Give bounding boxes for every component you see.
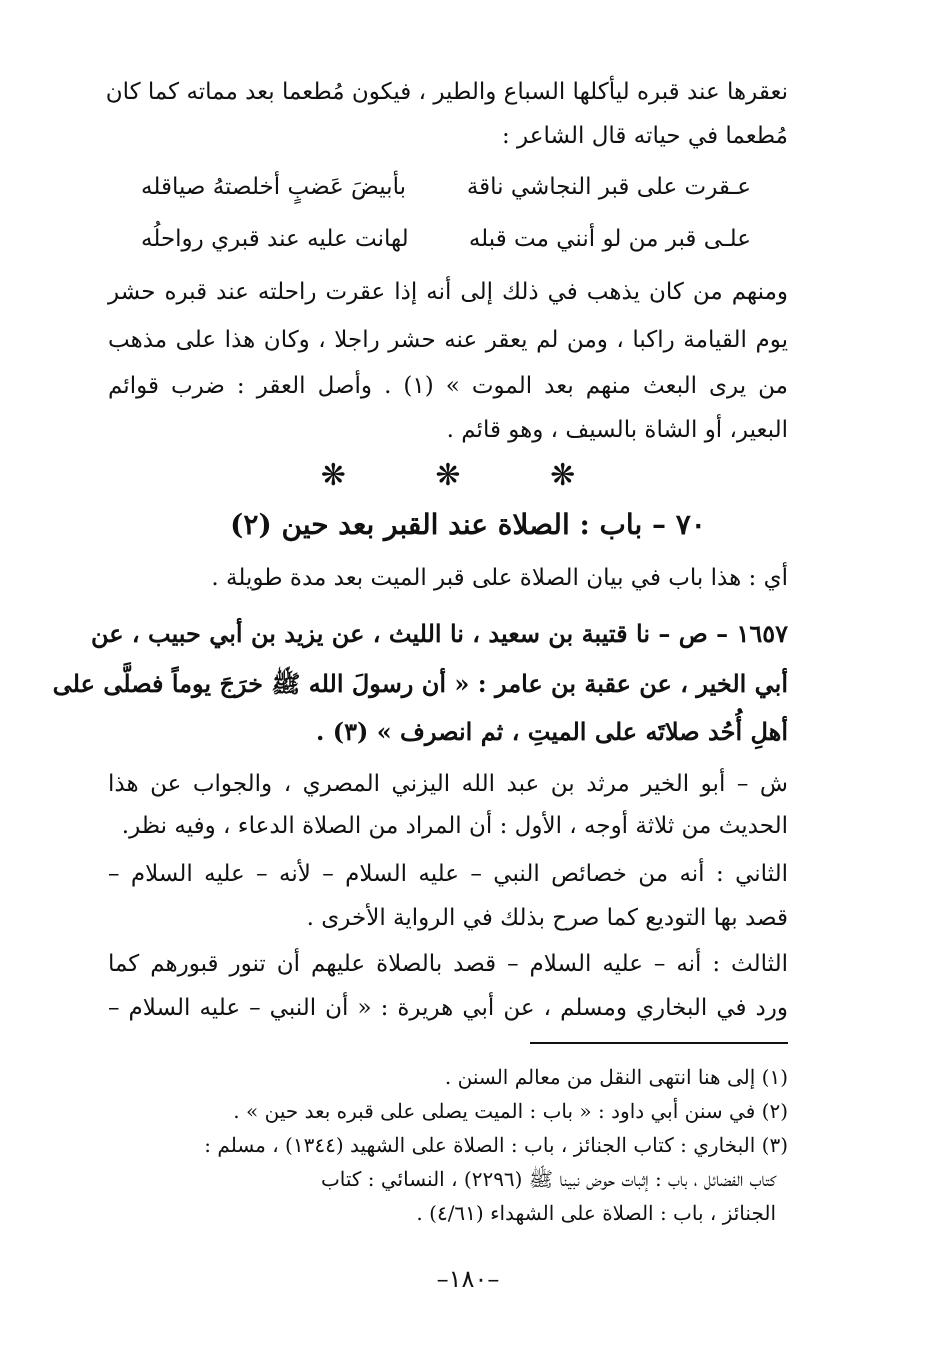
poem-verse [141, 164, 751, 210]
text-line: مُطعما في حياته قال الشاعر : [501, 123, 788, 149]
poem-hemistich-first: عـقرت على قبر النجاشي ناقة [466, 174, 751, 200]
text-line: ورد في البخاري ومسلم ، عن أبي هريرة : « أن النبي – عليه السلام – [108, 995, 788, 1021]
text-line: نعقرها عند قبره ليأكلها السباع والطير ، فيكون مُطعما بعد مماته كما كان [105, 79, 788, 105]
text-line: الثاني : أنه من خصائص النبي – عليه السلام – لأنه – عليه السلام – [108, 861, 788, 887]
text-line: ومنهم من كان يذهب في ذلك إلى أنه إذا عقرت راحلته عند قبره حشر [108, 279, 788, 305]
chapter-heading: ٧٠ – باب : الصلاة عند القبر بعد حين (٢) [230, 508, 706, 541]
poem-hemistich-first: علـى قبر من لو أنني مت قبله [468, 226, 751, 252]
footnote-3: (٣) البخاري : كتاب الجنائز ، باب : الصلاة على الشهيد (١٣٤٤) ، مسلم : [204, 1133, 788, 1157]
footnote-separator [530, 1042, 788, 1044]
chapter-explanation: أي : هذا باب في بيان الصلاة على قبر الميت بعد مدة طويلة . [211, 565, 788, 591]
footnote-3-continued: الجنائز ، باب : الصلاة على الشهداء (٤/٦١) . [416, 1201, 776, 1225]
hadith-line: أبي الخير ، عن عقبة بن عامر : « أن رسولَ الله ﷺ خرَجَ يوماً فصلَّى على [52, 669, 788, 698]
commentary-line: ش – أبو الخير مرثد بن عبد الله اليزني المصري ، والجواب عن هذا [108, 771, 788, 797]
poem-hemistich-second: بأبيضَ عَضبٍ أخلصتهُ صياقله [141, 174, 406, 200]
page-number: –١٨٠– [436, 1265, 500, 1293]
text-line: البعير، أو الشاة بالسيف ، وهو قائم . [446, 417, 788, 443]
footnote-2: (٢) في سنن أبي داود : « باب : الميت يصلى على قبره بعد حين » . [233, 1099, 788, 1123]
commentary-line: الحديث من ثلاثة أوجه ، الأول : أن المراد من الصلاة الدعاء ، وفيه نظر. [121, 813, 788, 839]
text-line: قصد بها التوديع كما صرح بذلك في الرواية الأخرى . [306, 905, 788, 931]
hadith-line: أهلِ أُحُد صلاتَه على الميتِ ، ثم انصرف » (٣) . [316, 717, 788, 746]
text-line: الثالث : أنه – عليه السلام – قصد بالصلاة عليهم أن تنور قبورهم كما [108, 951, 788, 977]
text-line: يوم القيامة راكبا ، ومن لم يعقر عنه حشر راجلا ، وكان هذا على مذهب [108, 327, 788, 353]
poem-verse [141, 216, 751, 262]
text-line: من يرى البعث منهم بعد الموت » (١) . وأصل العقر : ضرب قوائم [108, 373, 788, 399]
poem-hemistich-second: لهانت عليه عند قبري رواحلُه [141, 226, 409, 252]
hadith-line: ١٦٥٧ – ص – نا قتيبة بن سعيد ، نا الليث ، عن يزيد بن أبي حبيب ، عن [90, 619, 788, 648]
footnote-1: (١) إلى هنا انتهى النقل من معالم السنن . [444, 1065, 788, 1089]
section-separator-stars: ❋ ❋ ❋ [320, 458, 616, 493]
footnote-3-continued: كتاب الفضائل ، باب : إثبات حوض نبينا ﷺ (٢٢٩٦) ، النسائي : كتاب [320, 1167, 776, 1191]
